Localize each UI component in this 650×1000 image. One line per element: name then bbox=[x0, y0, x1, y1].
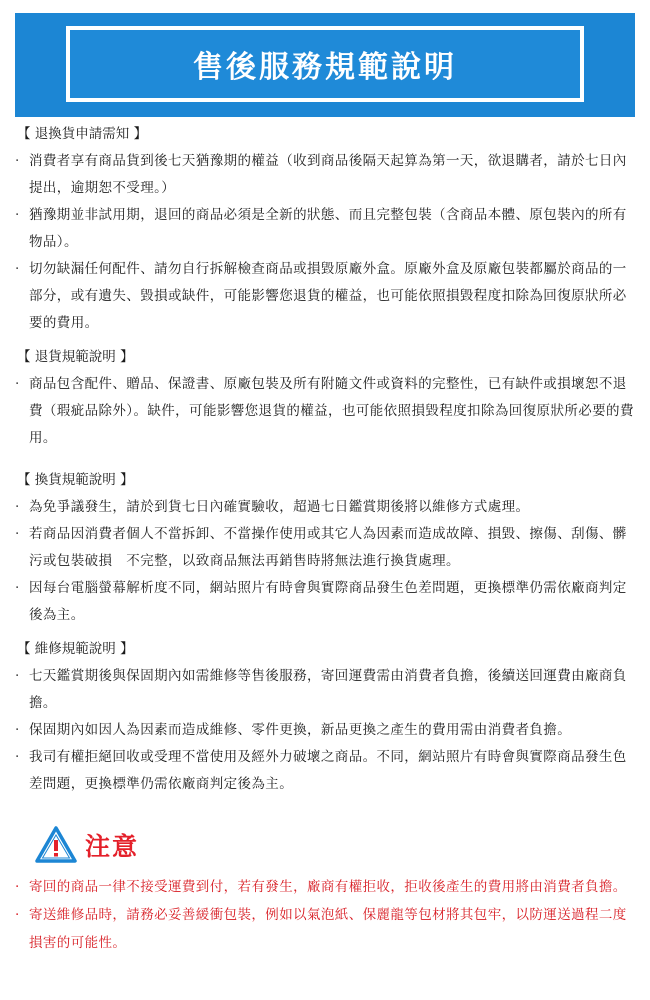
bullet: · bbox=[15, 749, 20, 765]
notice-section bbox=[15, 823, 635, 957]
notice-header bbox=[35, 823, 635, 867]
page-title: 售後服務規範說明 bbox=[193, 50, 457, 85]
notice-item-text: 寄送維修品時，請務必妥善緩衝包裝，例如以氣泡紙、保麗龍等包材將其包牢，以防運送過程二度損害的可能性。 bbox=[29, 907, 627, 951]
notice-item-text: 寄回的商品一律不接受運費到付，若有發生，廠商有權拒收，拒收後產生的費用將由消費者負擔。 bbox=[29, 879, 627, 895]
list-item-text: 保固期內如因人為因素而造成維修、零件更換，新品更換之產生的費用需由消費者負擔。 bbox=[29, 722, 572, 738]
list-item-text: 消費者享有商品貨到後七天猶豫期的權益（收到商品後隔天起算為第一天，欲退購者，請於七日內提出，逾期恕不受理。） bbox=[29, 153, 627, 196]
list-item bbox=[15, 371, 635, 452]
list-item-text: 七天鑑賞期後與保固期內如需維修等售後服務，寄回運費需由消費者負擔，後續送回運費由廠商負擔。 bbox=[29, 668, 627, 711]
bullet: · bbox=[15, 499, 20, 515]
list-item-text: 猶豫期並非試用期，退回的商品必須是全新的狀態、而且完整包裝（含商品本體、原包裝內的所有物品）。 bbox=[29, 207, 627, 250]
bullet: · bbox=[15, 580, 20, 596]
bullet: · bbox=[15, 153, 20, 169]
bullet: · bbox=[15, 526, 20, 542]
list-item bbox=[15, 256, 635, 337]
list-item-text: 因每台電腦螢幕解析度不同，網站照片有時會與實際商品發生色差問題，更換標準仍需依廠商判定後為主。 bbox=[29, 580, 627, 623]
section-title: 【 換貨規範說明 】 bbox=[17, 472, 134, 488]
section-repair-policy bbox=[15, 639, 635, 798]
bullet: · bbox=[15, 668, 20, 684]
list-item bbox=[15, 148, 635, 202]
list-item-text: 為免爭議發生，請於到貨七日內確實驗收，超過七日鑑賞期後將以維修方式處理。 bbox=[29, 499, 530, 515]
bullet: · bbox=[15, 722, 20, 738]
list-item-text: 商品包含配件、贈品、保證書、原廠包裝及所有附隨文件或資料的完整性，已有缺件或損壞恕不退費（瑕疵品除外）。缺件，可能影響您退貨的權益，也可能依照損毀程度扣除為回復原狀所必要的費用。 bbox=[29, 376, 634, 446]
notice-item bbox=[15, 873, 635, 901]
bullet: · bbox=[15, 261, 20, 277]
bullet: · bbox=[15, 376, 20, 392]
list-item bbox=[15, 494, 635, 521]
notice-item bbox=[15, 901, 635, 957]
list-item-text: 切勿缺漏任何配件、請勿自行拆解檢查商品或損毀原廠外盒。原廠外盒及原廠包裝都屬於商品的一部分，或有遺失、毀損或缺件，可能影響您退貨的權益，也可能依照損毀程度扣除為回復原狀所必要的費用。 bbox=[29, 261, 627, 331]
section-title: 【 退貨規範說明 】 bbox=[17, 349, 134, 365]
section-return-application bbox=[15, 124, 635, 337]
list-item bbox=[15, 744, 635, 798]
list-item-text: 若商品因消費者個人不當拆卸、不當操作使用或其它人為因素而造成故障、損毀、擦傷、刮傷、髒污或包裝破損 不完整，以致商品無法再銷售時將無法進行換貨處理。 bbox=[29, 526, 627, 569]
notice-title: 注意 bbox=[85, 832, 140, 861]
bullet: · bbox=[15, 907, 20, 923]
header-frame bbox=[66, 26, 584, 102]
list-item bbox=[15, 663, 635, 717]
section-exchange-policy bbox=[15, 470, 635, 629]
section-title: 【 維修規範說明 】 bbox=[17, 641, 134, 657]
warning-triangle-icon bbox=[35, 826, 77, 864]
bullet: · bbox=[15, 207, 20, 223]
list-item bbox=[15, 717, 635, 744]
list-item bbox=[15, 202, 635, 256]
section-return-policy bbox=[15, 347, 635, 452]
list-item-text: 我司有權拒絕回收或受理不當使用及經外力破壞之商品。不同，網站照片有時會與實際商品發生色差問題，更換標準仍需依廠商判定後為主。 bbox=[29, 749, 627, 792]
policy-content bbox=[15, 122, 635, 798]
bullet: · bbox=[15, 879, 20, 895]
list-item bbox=[15, 521, 635, 575]
notice-list bbox=[15, 873, 635, 957]
section-title: 【 退換貨申請需知 】 bbox=[17, 126, 148, 142]
list-item bbox=[15, 575, 635, 629]
header-banner bbox=[15, 13, 635, 117]
